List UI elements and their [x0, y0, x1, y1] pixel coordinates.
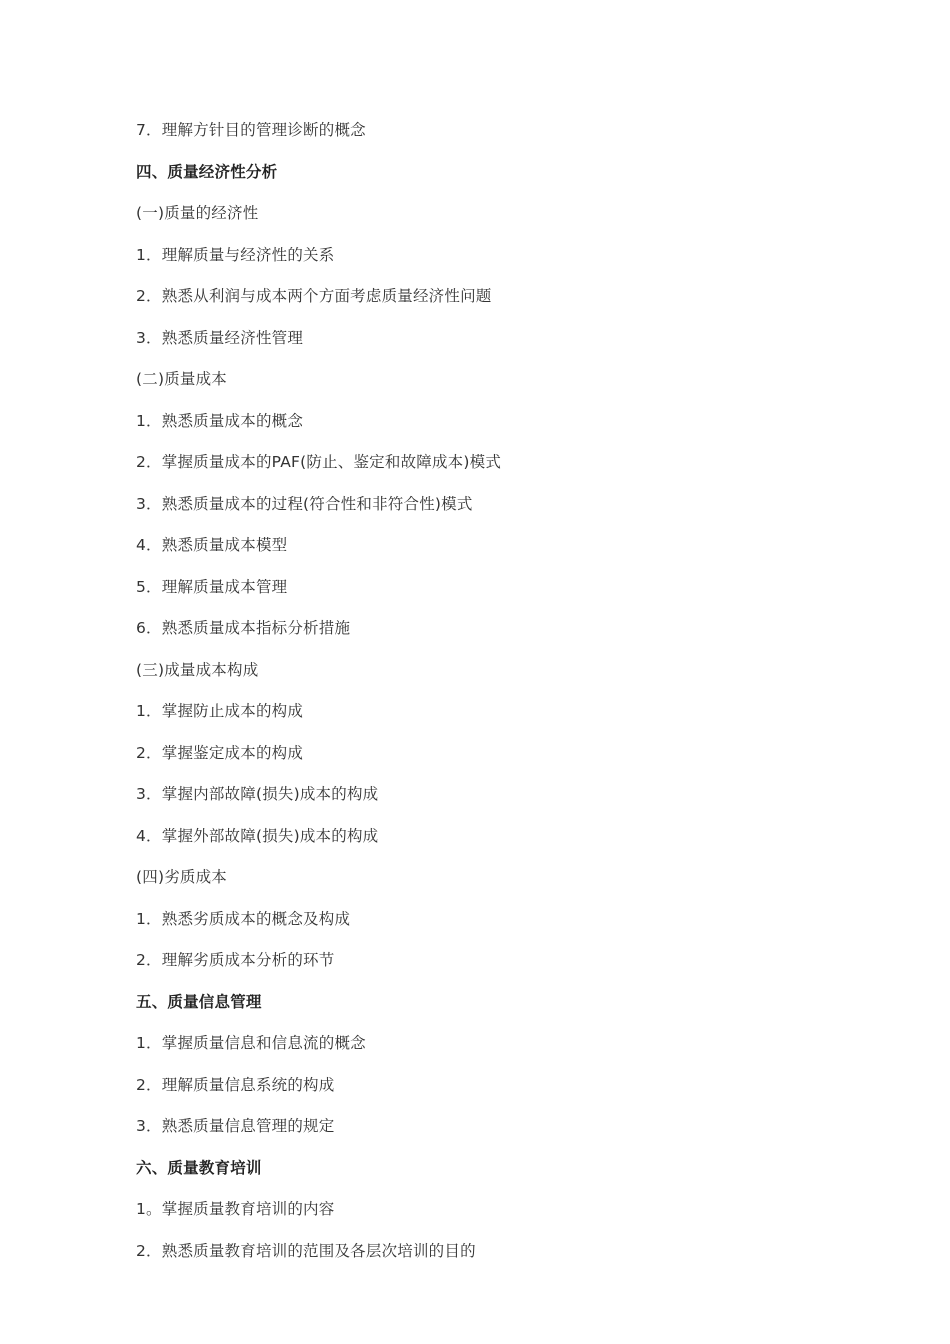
subsection-heading: (四)劣质成本	[136, 868, 227, 886]
document-body	[136, 110, 896, 1272]
section-heading: 五、质量信息管理	[136, 992, 262, 1011]
list-item: 2．理解劣质成本分析的环节	[136, 951, 335, 969]
list-item: 4．掌握外部故障(损失)成本的构成	[136, 826, 379, 845]
subsection-heading: (一)质量的经济性	[136, 204, 259, 222]
list-item: 3．熟悉质量经济性管理	[136, 328, 304, 347]
list-item: 3．掌握内部故障(损失)成本的构成	[136, 785, 379, 803]
list-item: 5．理解质量成本管理	[136, 577, 288, 596]
list-item: 2．熟悉从利润与成本两个方面考虑质量经济性问题	[136, 287, 492, 305]
list-item: 2．掌握质量成本的PAF(防止、鉴定和故障成本)模式	[136, 453, 502, 471]
list-item: 3．熟悉质量成本的过程(符合性和非符合性)模式	[136, 494, 473, 513]
list-item: 3．熟悉质量信息管理的规定	[136, 1117, 335, 1135]
subsection-heading: (三)成量成本构成	[136, 660, 259, 679]
section-heading: 四、质量经济性分析	[136, 162, 278, 181]
section-heading: 六、质量教育培训	[136, 1158, 262, 1177]
list-item: 2．掌握鉴定成本的构成	[136, 743, 304, 762]
list-item: 6．熟悉质量成本指标分析措施	[136, 619, 351, 637]
list-item: 1。掌握质量教育培训的内容	[136, 1200, 335, 1218]
list-item: 2．熟悉质量教育培训的范围及各层次培训的目的	[136, 1241, 476, 1260]
list-item: 1．掌握质量信息和信息流的概念	[136, 1034, 366, 1052]
list-item: 1．熟悉质量成本的概念	[136, 411, 304, 430]
subsection-heading: (二)质量成本	[136, 370, 227, 388]
list-item: 1．理解质量与经济性的关系	[136, 245, 335, 264]
list-item: 2．理解质量信息系统的构成	[136, 1075, 335, 1094]
list-item: 1．掌握防止成本的构成	[136, 702, 304, 720]
list-item: 7．理解方针目的管理诊断的概念	[136, 121, 366, 139]
list-item: 4．熟悉质量成本模型	[136, 536, 288, 554]
list-item: 1．熟悉劣质成本的概念及构成	[136, 909, 351, 928]
